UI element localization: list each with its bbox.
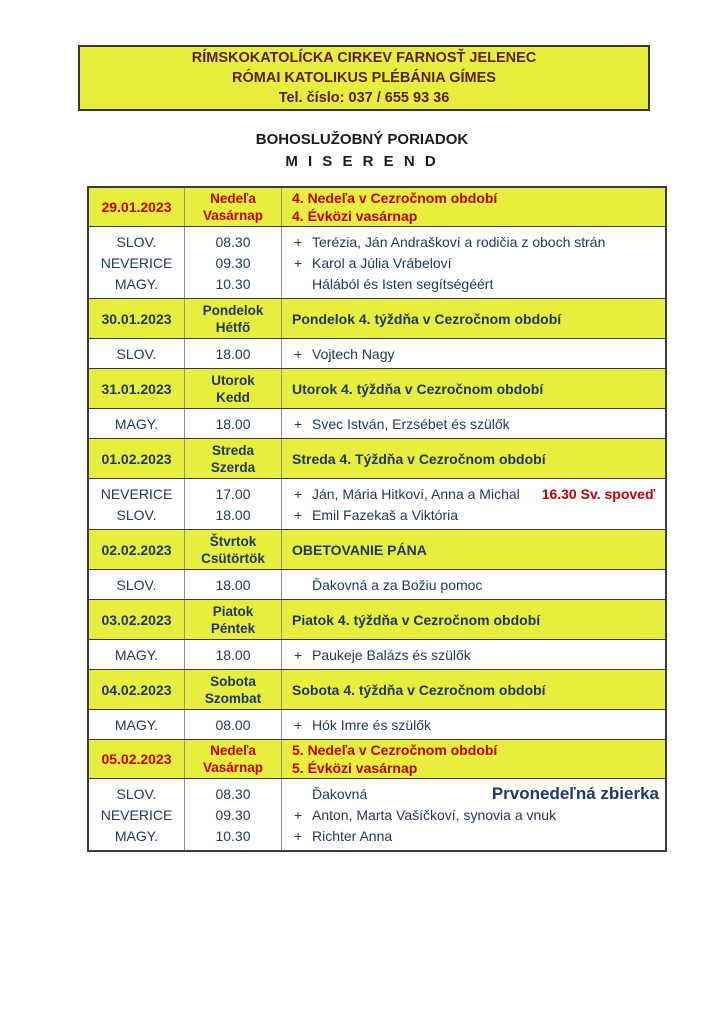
place-cell <box>89 710 185 739</box>
day-name-line: Kedd <box>216 389 250 405</box>
intention-text: Terézia, Ján Andraškoví a rodičia z oboch strán <box>312 233 606 250</box>
time-cell <box>185 227 282 298</box>
day-name-line: Nedeľa <box>210 191 256 206</box>
place-label: NEVERICE <box>100 254 173 271</box>
day-description-line: OBETOVANIE PÁNA <box>292 541 427 558</box>
time-label: 17.00 <box>215 485 251 502</box>
day-description-line: 4. Évközi vasárnap <box>292 208 418 224</box>
day-name-cell <box>185 740 282 778</box>
day-description-cell <box>282 600 665 639</box>
intention-line <box>282 825 665 846</box>
intention-cell <box>282 227 665 298</box>
time-label: 18.00 <box>215 576 251 593</box>
intention-line <box>282 644 665 665</box>
intention-text: Svec István, Erzsébet és szülők <box>312 415 510 432</box>
day-header-row <box>89 438 665 478</box>
place-label: SLOV. <box>116 506 157 523</box>
day-description-line: Pondelok 4. týždňa v Cezročnom období <box>292 310 562 327</box>
day-description-line: Utorok 4. týždňa v Cezročnom období <box>292 380 544 397</box>
date-cell: 04.02.2023 <box>89 670 185 709</box>
intention-text: Anton, Marta Vašíčkoví, synovia a vnuk <box>312 806 557 823</box>
place-label: MAGY. <box>114 275 159 292</box>
day-name-line: Szombat <box>204 690 262 706</box>
date-cell: 01.02.2023 <box>89 439 185 478</box>
day-description-line: 5. Nedeľa v Cezročnom období <box>292 742 498 758</box>
day-header-row <box>89 739 665 778</box>
place-label: SLOV. <box>116 233 157 250</box>
intention-cell <box>282 570 665 599</box>
day-name-cell <box>185 299 282 338</box>
place-label: NEVERICE <box>100 485 173 502</box>
day-name-line: Hétfő <box>215 319 251 335</box>
day-description-line: Piatok 4. týždňa v Cezročnom období <box>292 611 541 628</box>
parish-header-box <box>78 45 650 111</box>
date-cell: 31.01.2023 <box>89 369 185 408</box>
day-name-line: Utorok <box>211 372 255 388</box>
day-name-line: Csütörtök <box>201 550 265 566</box>
place-label: SLOV. <box>116 345 157 362</box>
intention-cell <box>282 409 665 438</box>
time-label: 08.00 <box>215 716 251 733</box>
date-cell: 02.02.2023 <box>89 530 185 569</box>
time-label: 18.00 <box>215 646 251 663</box>
mass-row <box>89 778 665 850</box>
day-name-line: Nedeľa <box>210 743 256 758</box>
day-name-line: Štvrtok <box>209 533 257 549</box>
place-cell <box>89 570 185 599</box>
place-cell <box>89 640 185 669</box>
day-header-row <box>89 669 665 709</box>
intention-line <box>282 714 665 735</box>
time-cell <box>185 339 282 368</box>
time-label: 18.00 <box>215 345 251 362</box>
intention-cell <box>282 640 665 669</box>
day-description-line: Sobota 4. týždňa v Cezročnom období <box>292 681 546 698</box>
note-confession: 16.30 Sv. spoveď <box>541 485 655 502</box>
place-cell <box>89 409 185 438</box>
schedule-table <box>87 186 667 852</box>
date-cell: 29.01.2023 <box>89 188 185 226</box>
intention-line <box>282 413 665 434</box>
time-label: 09.30 <box>215 254 251 271</box>
place-label: MAGY. <box>114 716 159 733</box>
intention-text: Ján, Mária Hitkoví, Anna a Michal <box>312 485 520 502</box>
intention-text: Vojtech Nagy <box>312 345 395 362</box>
day-description-cell <box>282 740 665 778</box>
time-label: 08.30 <box>215 233 251 250</box>
day-name-line: Szerda <box>210 459 256 475</box>
time-label: 18.00 <box>215 506 251 523</box>
parish-name-hungarian: RÓMAI KATOLIKUS PLÉBÁNIA GÍMES <box>232 70 496 86</box>
plus-sign: + <box>294 646 303 663</box>
plus-sign: + <box>294 254 303 271</box>
plus-sign: + <box>294 716 303 733</box>
day-name-line: Pondelok <box>202 302 264 318</box>
day-header-row <box>89 599 665 639</box>
intention-line <box>282 343 665 364</box>
mass-row <box>89 639 665 669</box>
date-cell: 03.02.2023 <box>89 600 185 639</box>
day-name-cell <box>185 369 282 408</box>
intention-text: Ďakovná a za Božiu pomoc <box>312 576 483 593</box>
parish-name-slovak: RÍMSKOKATOLÍCKA CIRKEV FARNOSŤ JELENEC <box>191 50 537 66</box>
document-title <box>0 131 724 170</box>
day-description-line: Streda 4. Týždňa v Cezročnom období <box>292 450 546 467</box>
plus-sign: + <box>294 415 303 432</box>
intention-cell <box>282 779 665 850</box>
mass-row <box>89 338 665 368</box>
time-label: 10.30 <box>215 827 251 844</box>
date-cell: 05.02.2023 <box>89 740 185 778</box>
time-cell <box>185 779 282 850</box>
intention-line <box>282 231 665 252</box>
day-name-line: Streda <box>211 442 255 458</box>
place-label: SLOV. <box>116 576 157 593</box>
mass-row <box>89 226 665 298</box>
day-description-line: 5. Évközi vasárnap <box>292 760 418 776</box>
day-name-cell <box>185 600 282 639</box>
day-description-line: 4. Nedeľa v Cezročnom období <box>292 190 498 206</box>
day-name-line: Péntek <box>210 620 256 636</box>
intention-cell <box>282 479 665 529</box>
day-name-cell <box>185 188 282 226</box>
title-hungarian: M I S E R E N D <box>285 153 439 170</box>
note-collection: Prvonedeľná zbierka <box>491 783 659 803</box>
time-label: 08.30 <box>215 785 251 802</box>
day-name-line: Vasárnap <box>202 760 264 775</box>
intention-text: Hók Imre és szülők <box>312 716 432 733</box>
day-description-cell <box>282 670 665 709</box>
time-label: 10.30 <box>215 275 251 292</box>
time-cell <box>185 710 282 739</box>
title-slovak: BOHOSLUŽOBNÝ PORIADOK <box>255 131 469 148</box>
mass-row <box>89 569 665 599</box>
place-cell <box>89 479 185 529</box>
intention-line <box>282 483 665 504</box>
day-name-cell <box>185 530 282 569</box>
place-cell <box>89 779 185 850</box>
date-cell: 30.01.2023 <box>89 299 185 338</box>
mass-row <box>89 408 665 438</box>
day-header-row <box>89 368 665 408</box>
day-description-cell <box>282 439 665 478</box>
intention-text: Paukeje Balázs és szülők <box>312 646 471 663</box>
place-cell <box>89 339 185 368</box>
intention-text: Karol a Júlia Vrábeloví <box>312 254 452 271</box>
day-header-row <box>89 298 665 338</box>
plus-sign: + <box>294 827 303 844</box>
intention-cell <box>282 339 665 368</box>
time-label: 18.00 <box>215 415 251 432</box>
intention-cell <box>282 710 665 739</box>
mass-row <box>89 478 665 529</box>
plus-sign: + <box>294 345 303 362</box>
plus-sign: + <box>294 485 303 502</box>
time-label: 09.30 <box>215 806 251 823</box>
day-name-line: Sobota <box>210 673 256 689</box>
place-label: MAGY. <box>114 415 159 432</box>
place-label: MAGY. <box>114 646 159 663</box>
plus-sign: + <box>294 806 303 823</box>
day-description-cell <box>282 530 665 569</box>
intention-text: Richter Anna <box>312 827 393 844</box>
day-name-cell <box>185 670 282 709</box>
place-label: NEVERICE <box>100 806 173 823</box>
intention-line <box>282 273 665 294</box>
time-cell <box>185 479 282 529</box>
place-label: MAGY. <box>114 827 159 844</box>
intention-line <box>282 252 665 273</box>
plus-sign: + <box>294 233 303 250</box>
time-cell <box>185 570 282 599</box>
place-label: SLOV. <box>116 785 157 802</box>
day-name-line: Piatok <box>212 603 254 619</box>
day-name-line: Vasárnap <box>202 208 264 223</box>
intention-text: Emil Fazekaš a Viktória <box>312 506 459 523</box>
intention-line <box>282 804 665 825</box>
day-description-cell <box>282 188 665 226</box>
intention-line <box>282 574 665 595</box>
parish-phone: Tel. číslo: 037 / 655 93 36 <box>278 90 450 106</box>
intention-line <box>282 783 665 804</box>
plus-sign: + <box>294 506 303 523</box>
day-description-cell <box>282 299 665 338</box>
day-header-row <box>89 188 665 226</box>
day-name-cell <box>185 439 282 478</box>
intention-text: Ďakovná <box>312 785 368 802</box>
time-cell <box>185 409 282 438</box>
time-cell <box>185 640 282 669</box>
mass-row <box>89 709 665 739</box>
intention-text: Hálából és Isten segítségéért <box>312 275 494 292</box>
place-cell <box>89 227 185 298</box>
intention-line <box>282 504 665 525</box>
day-description-cell <box>282 369 665 408</box>
day-header-row <box>89 529 665 569</box>
